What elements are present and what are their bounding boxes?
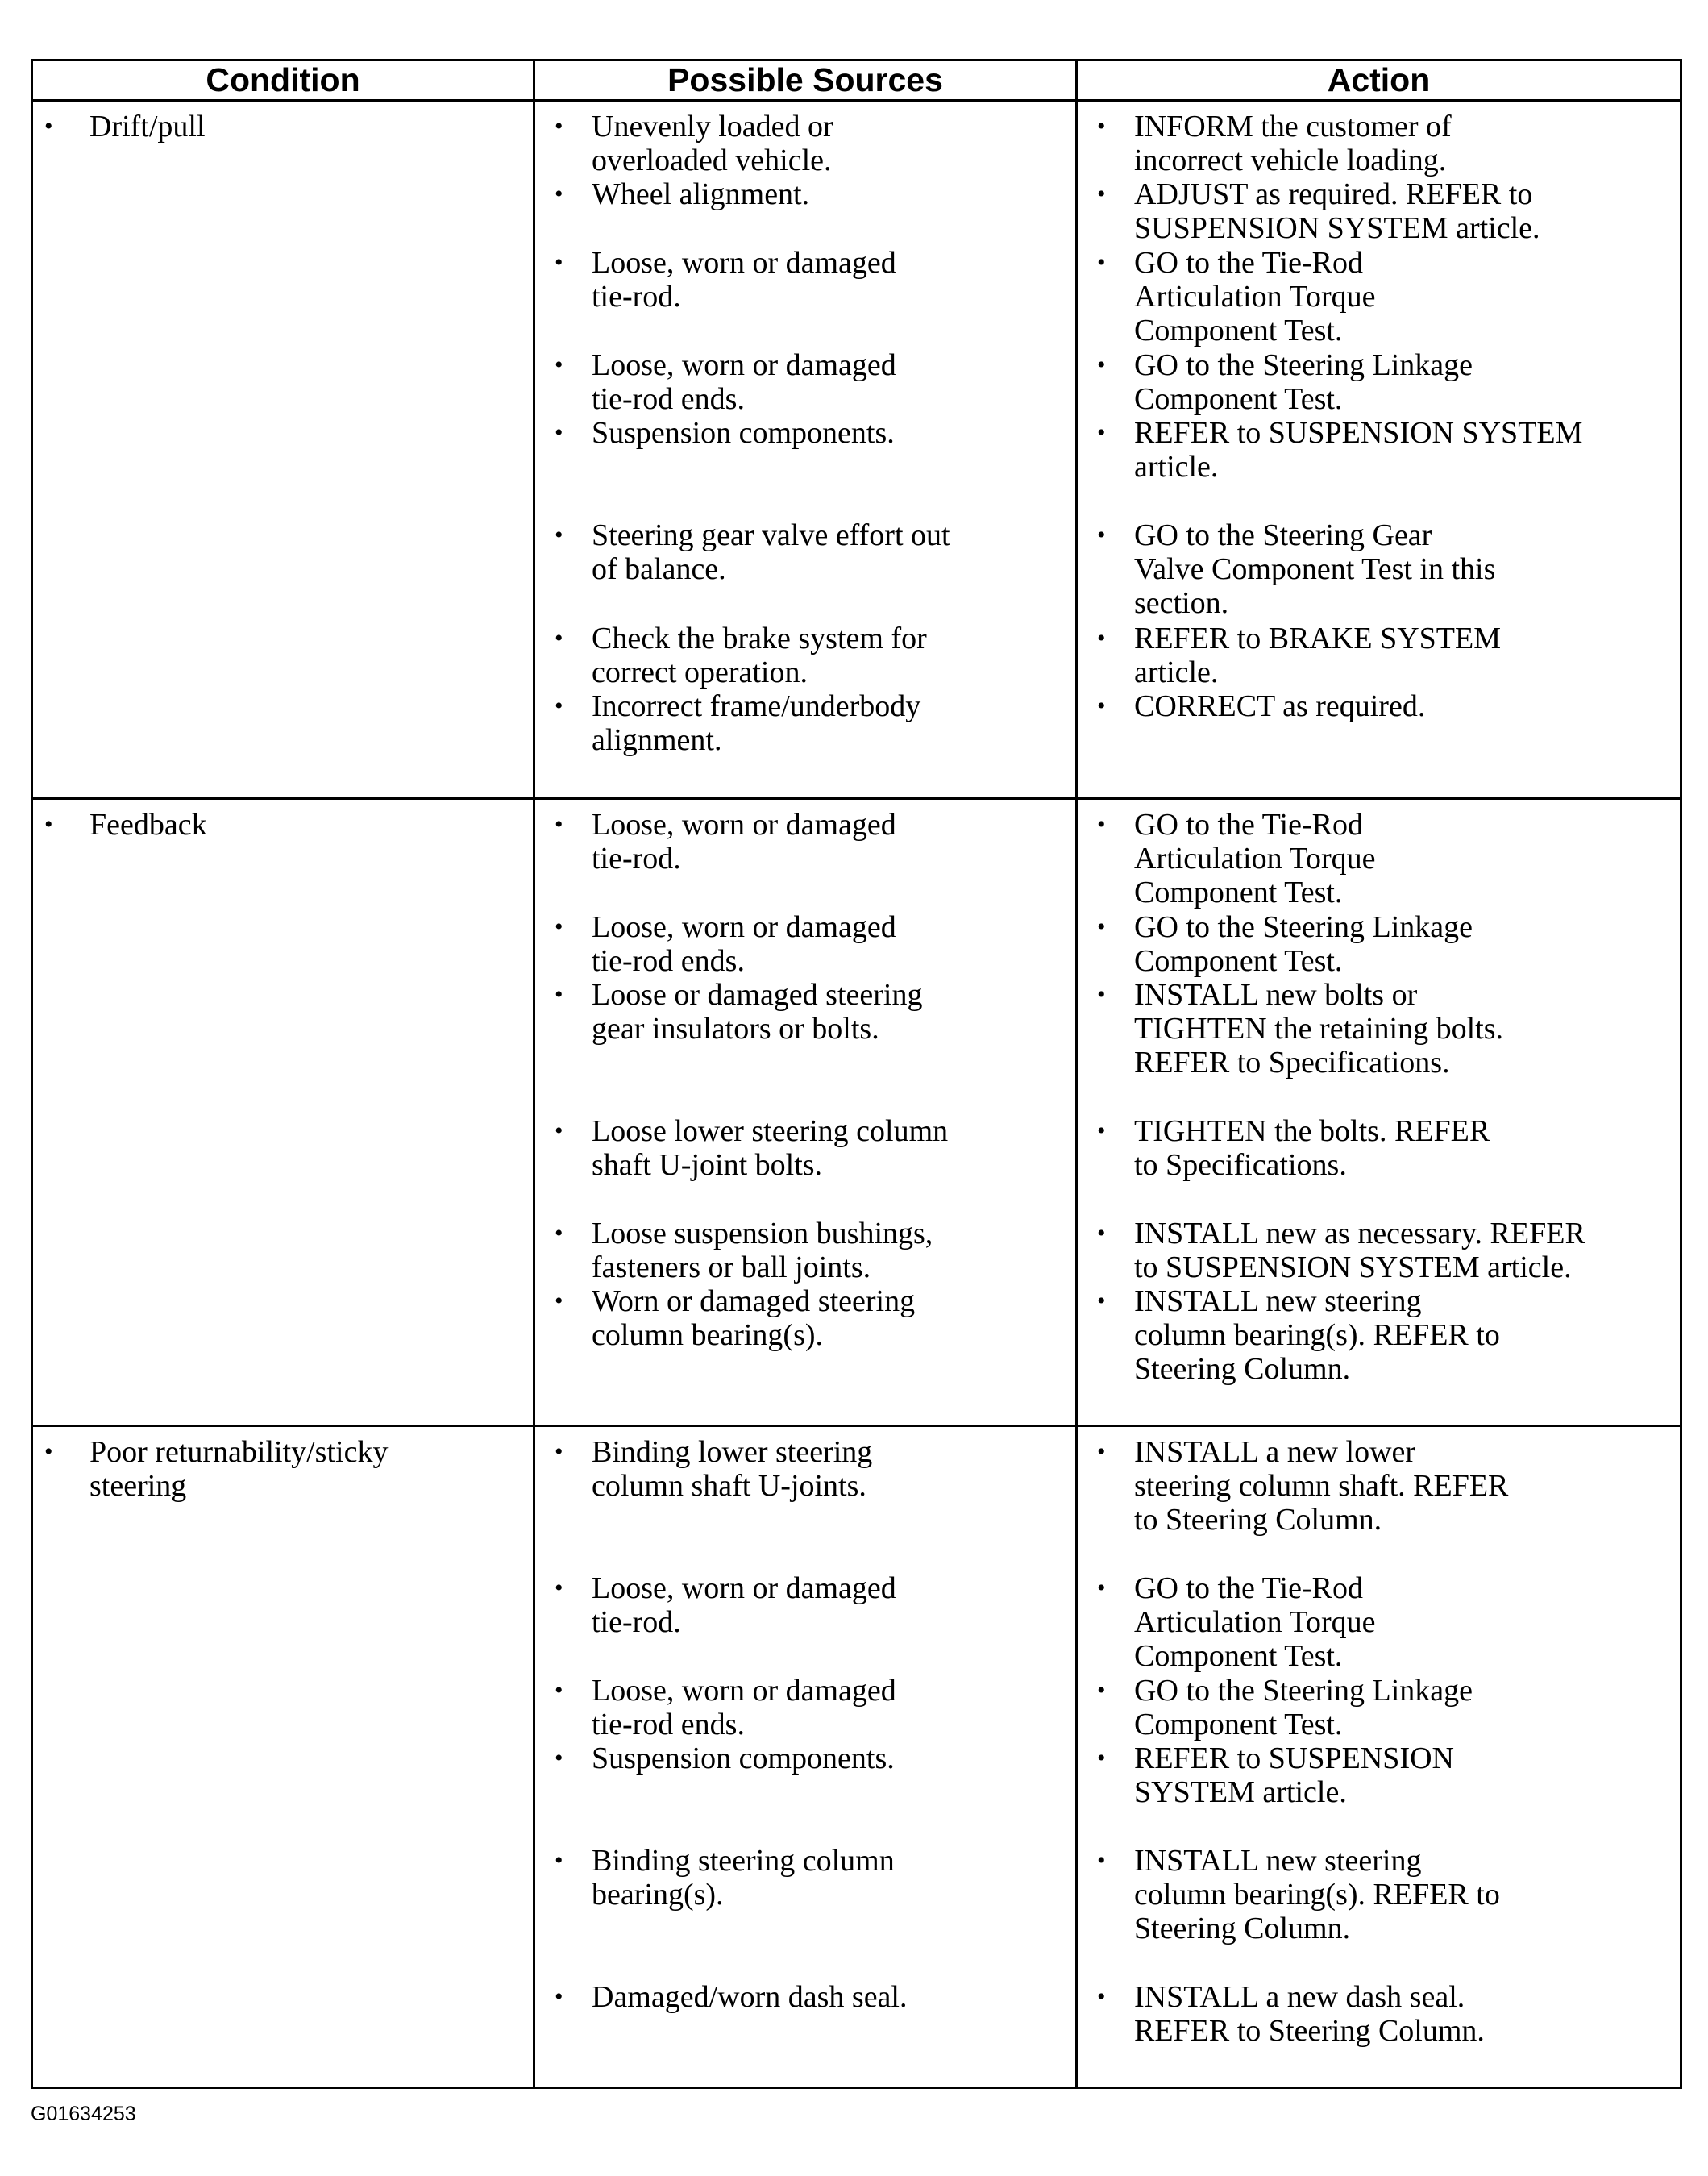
source-text: Check the brake system for correct operation. [592,622,927,689]
bullet-icon: • [555,1847,563,1874]
action-text: INSTALL a new lower steering column shaft. REFER to Steering Column. [1134,1435,1509,1537]
bullet-icon: • [555,1438,563,1465]
source-text: Suspension components. [592,1741,895,1775]
header-row [32,60,1681,101]
bullet-icon: • [555,181,563,207]
bullet-icon: • [555,1745,563,1771]
action-text: REFER to SUSPENSION SYSTEM article. [1134,1741,1454,1809]
source-text: Loose lower steering column shaft U-joint bolts. [592,1114,949,1182]
bullet-icon: • [1097,1288,1106,1314]
condition-text: Drift/pull [89,110,206,144]
bullet-icon: • [1097,1745,1106,1771]
action-text: GO to the Steering Linkage Component Test. [1134,1674,1473,1741]
bullet-icon: • [44,811,53,838]
header-action: Action [1077,60,1681,101]
table-row [32,101,1681,799]
source-text: Loose, worn or damaged tie-rod ends. [592,1674,896,1741]
bullet-icon: • [1097,1575,1106,1601]
bullet-icon: • [44,1438,53,1465]
source-text: Wheel alignment. [592,177,810,211]
action-text: GO to the Tie-Rod Articulation Torque Component Test. [1134,808,1376,909]
header-condition: Condition [32,60,534,101]
action-text: GO to the Tie-Rod Articulation Torque Component Test. [1134,246,1376,347]
source-text: Steering gear valve effort out of balance. [592,518,950,586]
bullet-icon: • [1097,419,1106,446]
sources-cell [534,101,1077,799]
bullet-icon: • [555,1220,563,1246]
source-text: Loose, worn or damaged tie-rod. [592,808,896,876]
figure-id: G01634253 [31,2103,136,2125]
action-text: INSTALL new steering column bearing(s). REFER to Steering Column. [1134,1284,1500,1386]
bullet-icon: • [555,625,563,651]
bullet-icon: • [1097,1983,1106,2010]
bullet-icon: • [1097,249,1106,276]
header-possible-sources: Possible Sources [534,60,1077,101]
bullet-icon: • [555,1677,563,1704]
bullet-icon: • [1097,1438,1106,1465]
action-text: GO to the Tie-Rod Articulation Torque Component Test. [1134,1571,1376,1673]
sources-cell [534,799,1077,1426]
source-text: Loose, worn or damaged tie-rod. [592,1571,896,1639]
bullet-icon: • [1097,1847,1106,1874]
bullet-icon: • [1097,522,1106,548]
table-row [32,799,1681,1426]
bullet-icon: • [555,981,563,1008]
source-text: Loose, worn or damaged tie-rod ends. [592,348,896,416]
bullet-icon: • [555,113,563,139]
bullet-icon: • [1097,181,1106,207]
sources-cell [534,1426,1077,2088]
bullet-icon: • [1097,913,1106,940]
bullet-icon: • [1097,352,1106,378]
condition-cell [32,101,534,799]
action-text: REFER to BRAKE SYSTEM article. [1134,622,1502,689]
action-text: INFORM the customer of incorrect vehicle loading. [1134,110,1452,177]
source-text: Loose suspension bushings, fasteners or ball joints. [592,1217,933,1284]
action-cell [1077,1426,1681,2088]
source-text: Unevenly loaded or overloaded vehicle. [592,110,833,177]
bullet-icon: • [44,113,53,139]
source-text: Binding steering column bearing(s). [592,1844,895,1912]
bullet-icon: • [555,352,563,378]
bullet-icon: • [1097,1117,1106,1144]
condition-text: Poor returnability/sticky steering [89,1435,389,1503]
bullet-icon: • [555,1117,563,1144]
table-row [32,1426,1681,2088]
bullet-icon: • [1097,693,1106,719]
bullet-icon: • [555,1575,563,1601]
action-text: INSTALL new bolts or TIGHTEN the retaining bolts. REFER to Specifications. [1134,978,1504,1080]
action-text: GO to the Steering Linkage Component Test. [1134,348,1473,416]
condition-cell [32,1426,534,2088]
bullet-icon: • [555,913,563,940]
action-text: TIGHTEN the bolts. REFER to Specifications. [1134,1114,1490,1182]
action-cell [1077,799,1681,1426]
bullet-icon: • [1097,1677,1106,1704]
bullet-icon: • [555,249,563,276]
source-text: Loose, worn or damaged tie-rod. [592,246,896,314]
action-text: GO to the Steering Gear Valve Component Test in this section. [1134,518,1496,620]
source-text: Suspension components. [592,416,895,450]
condition-text: Feedback [89,808,207,842]
source-text: Damaged/worn dash seal. [592,1980,908,2014]
action-text: INSTALL a new dash seal. REFER to Steering Column. [1134,1980,1485,2048]
source-text: Loose, worn or damaged tie-rod ends. [592,910,896,978]
action-text: CORRECT as required. [1134,689,1426,723]
condition-cell [32,799,534,1426]
source-text: Binding lower steering column shaft U-joints. [592,1435,873,1503]
action-cell [1077,101,1681,799]
source-text: Incorrect frame/underbody alignment. [592,689,921,757]
bullet-icon: • [555,1983,563,2010]
bullet-icon: • [1097,811,1106,838]
action-text: INSTALL new as necessary. REFER to SUSPENSION SYSTEM article. [1134,1217,1585,1284]
action-text: INSTALL new steering column bearing(s). REFER to Steering Column. [1134,1844,1500,1945]
bullet-icon: • [1097,1220,1106,1246]
action-text: GO to the Steering Linkage Component Test. [1134,910,1473,978]
action-text: REFER to SUSPENSION SYSTEM article. [1134,416,1583,484]
bullet-icon: • [555,1288,563,1314]
bullet-icon: • [555,522,563,548]
bullet-icon: • [1097,113,1106,139]
bullet-icon: • [555,811,563,838]
action-text: ADJUST as required. REFER to SUSPENSION SYSTEM article. [1134,177,1540,245]
bullet-icon: • [555,693,563,719]
bullet-icon: • [1097,625,1106,651]
bullet-icon: • [1097,981,1106,1008]
source-text: Worn or damaged steering column bearing(s). [592,1284,916,1352]
source-text: Loose or damaged steering gear insulators or bolts. [592,978,923,1046]
bullet-icon: • [555,419,563,446]
diagnosis-table [31,59,1682,2089]
